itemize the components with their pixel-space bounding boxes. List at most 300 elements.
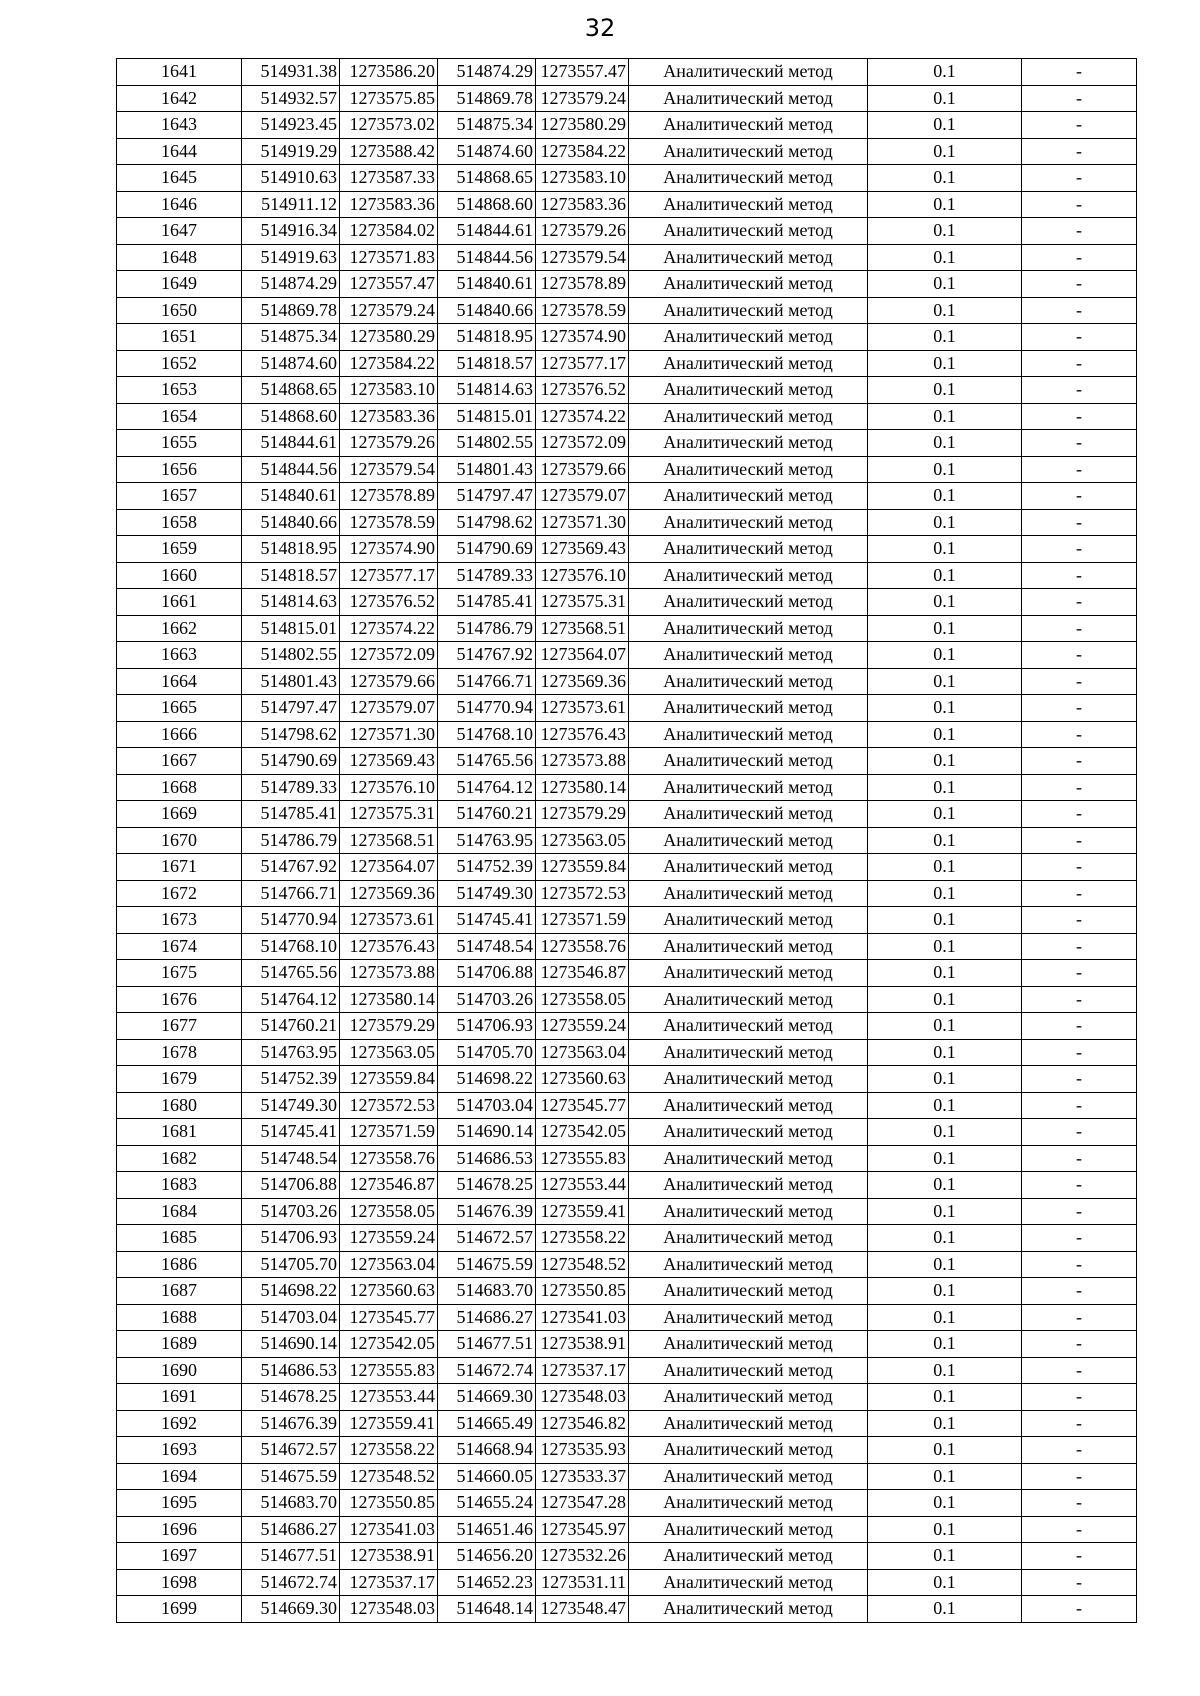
x1-cell: 514923.45 <box>242 112 340 139</box>
point-number-cell: 1660 <box>117 562 242 589</box>
x1-cell: 514745.41 <box>242 1119 340 1146</box>
y2-cell: 1273579.29 <box>536 801 629 828</box>
note-cell: - <box>1022 1437 1137 1464</box>
table-row <box>117 1516 1137 1543</box>
table-row <box>117 1543 1137 1570</box>
accuracy-cell: 0.1 <box>868 615 1022 642</box>
accuracy-cell: 0.1 <box>868 1543 1022 1570</box>
accuracy-cell: 0.1 <box>868 589 1022 616</box>
point-number-cell: 1654 <box>117 403 242 430</box>
y1-cell: 1273573.61 <box>340 907 438 934</box>
x2-cell: 514652.23 <box>438 1569 536 1596</box>
accuracy-cell: 0.1 <box>868 880 1022 907</box>
y1-cell: 1273579.26 <box>340 430 438 457</box>
y2-cell: 1273568.51 <box>536 615 629 642</box>
accuracy-cell: 0.1 <box>868 1278 1022 1305</box>
accuracy-cell: 0.1 <box>868 1119 1022 1146</box>
note-cell: - <box>1022 350 1137 377</box>
point-number-cell: 1699 <box>117 1596 242 1623</box>
point-number-cell: 1670 <box>117 827 242 854</box>
y2-cell: 1273546.87 <box>536 960 629 987</box>
accuracy-cell: 0.1 <box>868 933 1022 960</box>
note-cell: - <box>1022 1331 1137 1358</box>
point-number-cell: 1687 <box>117 1278 242 1305</box>
x1-cell: 514869.78 <box>242 297 340 324</box>
y2-cell: 1273579.66 <box>536 456 629 483</box>
note-cell: - <box>1022 483 1137 510</box>
y1-cell: 1273583.10 <box>340 377 438 404</box>
point-number-cell: 1653 <box>117 377 242 404</box>
accuracy-cell: 0.1 <box>868 191 1022 218</box>
table-row <box>117 1596 1137 1623</box>
x2-cell: 514874.60 <box>438 138 536 165</box>
method-cell: Аналитический метод <box>629 1013 868 1040</box>
accuracy-cell: 0.1 <box>868 801 1022 828</box>
x1-cell: 514686.27 <box>242 1516 340 1543</box>
method-cell: Аналитический метод <box>629 430 868 457</box>
point-number-cell: 1665 <box>117 695 242 722</box>
y2-cell: 1273571.59 <box>536 907 629 934</box>
method-cell: Аналитический метод <box>629 324 868 351</box>
table-row <box>117 1437 1137 1464</box>
x1-cell: 514706.88 <box>242 1172 340 1199</box>
y2-cell: 1273569.36 <box>536 668 629 695</box>
y1-cell: 1273579.07 <box>340 695 438 722</box>
y2-cell: 1273541.03 <box>536 1304 629 1331</box>
point-number-cell: 1677 <box>117 1013 242 1040</box>
note-cell: - <box>1022 1066 1137 1093</box>
point-number-cell: 1673 <box>117 907 242 934</box>
table-row <box>117 138 1137 165</box>
table-row <box>117 1569 1137 1596</box>
point-number-cell: 1683 <box>117 1172 242 1199</box>
accuracy-cell: 0.1 <box>868 1569 1022 1596</box>
x2-cell: 514669.30 <box>438 1384 536 1411</box>
accuracy-cell: 0.1 <box>868 377 1022 404</box>
y1-cell: 1273564.07 <box>340 854 438 881</box>
table-row <box>117 297 1137 324</box>
y2-cell: 1273558.22 <box>536 1225 629 1252</box>
note-cell: - <box>1022 668 1137 695</box>
method-cell: Аналитический метод <box>629 377 868 404</box>
point-number-cell: 1664 <box>117 668 242 695</box>
y1-cell: 1273538.91 <box>340 1543 438 1570</box>
y2-cell: 1273545.77 <box>536 1092 629 1119</box>
x1-cell: 514764.12 <box>242 986 340 1013</box>
x2-cell: 514764.12 <box>438 774 536 801</box>
method-cell: Аналитический метод <box>629 695 868 722</box>
y1-cell: 1273580.29 <box>340 324 438 351</box>
table-row <box>117 1225 1137 1252</box>
y1-cell: 1273571.30 <box>340 721 438 748</box>
x2-cell: 514651.46 <box>438 1516 536 1543</box>
table-row <box>117 907 1137 934</box>
note-cell: - <box>1022 589 1137 616</box>
note-cell: - <box>1022 615 1137 642</box>
table-row <box>117 85 1137 112</box>
x2-cell: 514815.01 <box>438 403 536 430</box>
y1-cell: 1273569.43 <box>340 748 438 775</box>
point-number-cell: 1681 <box>117 1119 242 1146</box>
method-cell: Аналитический метод <box>629 668 868 695</box>
x2-cell: 514874.29 <box>438 59 536 86</box>
x2-cell: 514672.57 <box>438 1225 536 1252</box>
note-cell: - <box>1022 721 1137 748</box>
table-row <box>117 1119 1137 1146</box>
y1-cell: 1273545.77 <box>340 1304 438 1331</box>
method-cell: Аналитический метод <box>629 1251 868 1278</box>
accuracy-cell: 0.1 <box>868 297 1022 324</box>
method-cell: Аналитический метод <box>629 1516 868 1543</box>
y1-cell: 1273579.29 <box>340 1013 438 1040</box>
x1-cell: 514749.30 <box>242 1092 340 1119</box>
table-row <box>117 960 1137 987</box>
method-cell: Аналитический метод <box>629 854 868 881</box>
method-cell: Аналитический метод <box>629 1463 868 1490</box>
y2-cell: 1273578.59 <box>536 297 629 324</box>
y2-cell: 1273535.93 <box>536 1437 629 1464</box>
y2-cell: 1273576.52 <box>536 377 629 404</box>
accuracy-cell: 0.1 <box>868 1463 1022 1490</box>
y2-cell: 1273560.63 <box>536 1066 629 1093</box>
y1-cell: 1273563.05 <box>340 1039 438 1066</box>
method-cell: Аналитический метод <box>629 165 868 192</box>
accuracy-cell: 0.1 <box>868 403 1022 430</box>
method-cell: Аналитический метод <box>629 271 868 298</box>
note-cell: - <box>1022 1410 1137 1437</box>
table-row <box>117 403 1137 430</box>
y1-cell: 1273587.33 <box>340 165 438 192</box>
note-cell: - <box>1022 748 1137 775</box>
note-cell: - <box>1022 456 1137 483</box>
x1-cell: 514678.25 <box>242 1384 340 1411</box>
x1-cell: 514677.51 <box>242 1543 340 1570</box>
table-row <box>117 1198 1137 1225</box>
point-number-cell: 1675 <box>117 960 242 987</box>
x1-cell: 514675.59 <box>242 1463 340 1490</box>
y2-cell: 1273576.43 <box>536 721 629 748</box>
coordinates-table <box>116 58 1137 1623</box>
point-number-cell: 1655 <box>117 430 242 457</box>
point-number-cell: 1667 <box>117 748 242 775</box>
table-row <box>117 218 1137 245</box>
point-number-cell: 1669 <box>117 801 242 828</box>
x1-cell: 514790.69 <box>242 748 340 775</box>
point-number-cell: 1661 <box>117 589 242 616</box>
y1-cell: 1273584.22 <box>340 350 438 377</box>
x2-cell: 514840.66 <box>438 297 536 324</box>
x1-cell: 514767.92 <box>242 854 340 881</box>
x1-cell: 514911.12 <box>242 191 340 218</box>
note-cell: - <box>1022 1357 1137 1384</box>
x1-cell: 514868.65 <box>242 377 340 404</box>
point-number-cell: 1657 <box>117 483 242 510</box>
method-cell: Аналитический метод <box>629 456 868 483</box>
x1-cell: 514705.70 <box>242 1251 340 1278</box>
x1-cell: 514874.60 <box>242 350 340 377</box>
y1-cell: 1273571.83 <box>340 244 438 271</box>
y1-cell: 1273548.52 <box>340 1463 438 1490</box>
x1-cell: 514874.29 <box>242 271 340 298</box>
y1-cell: 1273580.14 <box>340 986 438 1013</box>
x1-cell: 514797.47 <box>242 695 340 722</box>
method-cell: Аналитический метод <box>629 483 868 510</box>
point-number-cell: 1647 <box>117 218 242 245</box>
point-number-cell: 1641 <box>117 59 242 86</box>
table-row <box>117 1304 1137 1331</box>
point-number-cell: 1691 <box>117 1384 242 1411</box>
table-row <box>117 1251 1137 1278</box>
y1-cell: 1273574.90 <box>340 536 438 563</box>
y2-cell: 1273572.09 <box>536 430 629 457</box>
method-cell: Аналитический метод <box>629 1569 868 1596</box>
y1-cell: 1273550.85 <box>340 1490 438 1517</box>
accuracy-cell: 0.1 <box>868 986 1022 1013</box>
note-cell: - <box>1022 827 1137 854</box>
x1-cell: 514786.79 <box>242 827 340 854</box>
y1-cell: 1273573.02 <box>340 112 438 139</box>
y2-cell: 1273574.90 <box>536 324 629 351</box>
y2-cell: 1273531.11 <box>536 1569 629 1596</box>
accuracy-cell: 0.1 <box>868 1516 1022 1543</box>
y1-cell: 1273563.04 <box>340 1251 438 1278</box>
accuracy-cell: 0.1 <box>868 1357 1022 1384</box>
method-cell: Аналитический метод <box>629 218 868 245</box>
method-cell: Аналитический метод <box>629 138 868 165</box>
x1-cell: 514789.33 <box>242 774 340 801</box>
note-cell: - <box>1022 1569 1137 1596</box>
point-number-cell: 1671 <box>117 854 242 881</box>
method-cell: Аналитический метод <box>629 1543 868 1570</box>
accuracy-cell: 0.1 <box>868 324 1022 351</box>
point-number-cell: 1666 <box>117 721 242 748</box>
method-cell: Аналитический метод <box>629 1357 868 1384</box>
table-row <box>117 377 1137 404</box>
y1-cell: 1273588.42 <box>340 138 438 165</box>
method-cell: Аналитический метод <box>629 960 868 987</box>
note-cell: - <box>1022 854 1137 881</box>
y1-cell: 1273558.76 <box>340 1145 438 1172</box>
note-cell: - <box>1022 907 1137 934</box>
point-number-cell: 1656 <box>117 456 242 483</box>
table-row <box>117 695 1137 722</box>
table-row <box>117 536 1137 563</box>
x2-cell: 514660.05 <box>438 1463 536 1490</box>
x2-cell: 514686.27 <box>438 1304 536 1331</box>
x2-cell: 514818.57 <box>438 350 536 377</box>
y1-cell: 1273586.20 <box>340 59 438 86</box>
accuracy-cell: 0.1 <box>868 668 1022 695</box>
point-number-cell: 1682 <box>117 1145 242 1172</box>
method-cell: Аналитический метод <box>629 403 868 430</box>
point-number-cell: 1678 <box>117 1039 242 1066</box>
accuracy-cell: 0.1 <box>868 430 1022 457</box>
x1-cell: 514916.34 <box>242 218 340 245</box>
x1-cell: 514840.66 <box>242 509 340 536</box>
note-cell: - <box>1022 1225 1137 1252</box>
x1-cell: 514919.63 <box>242 244 340 271</box>
x1-cell: 514818.95 <box>242 536 340 563</box>
y1-cell: 1273537.17 <box>340 1569 438 1596</box>
x1-cell: 514931.38 <box>242 59 340 86</box>
y2-cell: 1273548.52 <box>536 1251 629 1278</box>
x2-cell: 514790.69 <box>438 536 536 563</box>
y2-cell: 1273548.47 <box>536 1596 629 1623</box>
y1-cell: 1273559.41 <box>340 1410 438 1437</box>
y2-cell: 1273572.53 <box>536 880 629 907</box>
point-number-cell: 1649 <box>117 271 242 298</box>
method-cell: Аналитический метод <box>629 1331 868 1358</box>
method-cell: Аналитический метод <box>629 562 868 589</box>
y2-cell: 1273584.22 <box>536 138 629 165</box>
table-row <box>117 112 1137 139</box>
method-cell: Аналитический метод <box>629 801 868 828</box>
method-cell: Аналитический метод <box>629 244 868 271</box>
point-number-cell: 1662 <box>117 615 242 642</box>
accuracy-cell: 0.1 <box>868 1596 1022 1623</box>
y1-cell: 1273560.63 <box>340 1278 438 1305</box>
x2-cell: 514770.94 <box>438 695 536 722</box>
method-cell: Аналитический метод <box>629 1410 868 1437</box>
y2-cell: 1273569.43 <box>536 536 629 563</box>
note-cell: - <box>1022 430 1137 457</box>
x2-cell: 514675.59 <box>438 1251 536 1278</box>
x1-cell: 514703.04 <box>242 1304 340 1331</box>
accuracy-cell: 0.1 <box>868 827 1022 854</box>
accuracy-cell: 0.1 <box>868 1092 1022 1119</box>
method-cell: Аналитический метод <box>629 1172 868 1199</box>
method-cell: Аналитический метод <box>629 297 868 324</box>
x2-cell: 514818.95 <box>438 324 536 351</box>
x1-cell: 514801.43 <box>242 668 340 695</box>
x1-cell: 514919.29 <box>242 138 340 165</box>
note-cell: - <box>1022 85 1137 112</box>
accuracy-cell: 0.1 <box>868 1172 1022 1199</box>
x2-cell: 514703.26 <box>438 986 536 1013</box>
y1-cell: 1273555.83 <box>340 1357 438 1384</box>
method-cell: Аналитический метод <box>629 1225 868 1252</box>
y1-cell: 1273558.05 <box>340 1198 438 1225</box>
table-row <box>117 721 1137 748</box>
method-cell: Аналитический метод <box>629 1145 868 1172</box>
table-row <box>117 668 1137 695</box>
accuracy-cell: 0.1 <box>868 1225 1022 1252</box>
note-cell: - <box>1022 642 1137 669</box>
x1-cell: 514844.61 <box>242 430 340 457</box>
table-row <box>117 854 1137 881</box>
y1-cell: 1273579.24 <box>340 297 438 324</box>
point-number-cell: 1688 <box>117 1304 242 1331</box>
point-number-cell: 1643 <box>117 112 242 139</box>
note-cell: - <box>1022 1596 1137 1623</box>
x2-cell: 514814.63 <box>438 377 536 404</box>
y1-cell: 1273575.31 <box>340 801 438 828</box>
table-row <box>117 1066 1137 1093</box>
method-cell: Аналитический метод <box>629 642 868 669</box>
y2-cell: 1273564.07 <box>536 642 629 669</box>
point-number-cell: 1644 <box>117 138 242 165</box>
note-cell: - <box>1022 509 1137 536</box>
note-cell: - <box>1022 1304 1137 1331</box>
x2-cell: 514748.54 <box>438 933 536 960</box>
accuracy-cell: 0.1 <box>868 1198 1022 1225</box>
method-cell: Аналитический метод <box>629 1596 868 1623</box>
table-row <box>117 880 1137 907</box>
y1-cell: 1273569.36 <box>340 880 438 907</box>
accuracy-cell: 0.1 <box>868 1410 1022 1437</box>
table-row <box>117 827 1137 854</box>
note-cell: - <box>1022 986 1137 1013</box>
x2-cell: 514698.22 <box>438 1066 536 1093</box>
note-cell: - <box>1022 1278 1137 1305</box>
accuracy-cell: 0.1 <box>868 483 1022 510</box>
point-number-cell: 1686 <box>117 1251 242 1278</box>
y2-cell: 1273577.17 <box>536 350 629 377</box>
accuracy-cell: 0.1 <box>868 1331 1022 1358</box>
point-number-cell: 1690 <box>117 1357 242 1384</box>
table-row <box>117 324 1137 351</box>
page-number: 32 <box>584 14 616 42</box>
x1-cell: 514672.74 <box>242 1569 340 1596</box>
x1-cell: 514703.26 <box>242 1198 340 1225</box>
note-cell: - <box>1022 1119 1137 1146</box>
point-number-cell: 1684 <box>117 1198 242 1225</box>
table-row <box>117 456 1137 483</box>
y1-cell: 1273572.53 <box>340 1092 438 1119</box>
y1-cell: 1273579.54 <box>340 456 438 483</box>
method-cell: Аналитический метод <box>629 1066 868 1093</box>
point-number-cell: 1663 <box>117 642 242 669</box>
y1-cell: 1273584.02 <box>340 218 438 245</box>
point-number-cell: 1693 <box>117 1437 242 1464</box>
y2-cell: 1273579.54 <box>536 244 629 271</box>
x1-cell: 514676.39 <box>242 1410 340 1437</box>
x2-cell: 514752.39 <box>438 854 536 881</box>
note-cell: - <box>1022 403 1137 430</box>
y2-cell: 1273548.03 <box>536 1384 629 1411</box>
accuracy-cell: 0.1 <box>868 350 1022 377</box>
x1-cell: 514932.57 <box>242 85 340 112</box>
x2-cell: 514789.33 <box>438 562 536 589</box>
x2-cell: 514869.78 <box>438 85 536 112</box>
y1-cell: 1273574.22 <box>340 615 438 642</box>
table-row <box>117 1357 1137 1384</box>
table-body <box>117 59 1137 1623</box>
y1-cell: 1273576.10 <box>340 774 438 801</box>
point-number-cell: 1676 <box>117 986 242 1013</box>
table-row <box>117 1384 1137 1411</box>
note-cell: - <box>1022 1198 1137 1225</box>
y1-cell: 1273583.36 <box>340 403 438 430</box>
accuracy-cell: 0.1 <box>868 1437 1022 1464</box>
note-cell: - <box>1022 1013 1137 1040</box>
method-cell: Аналитический метод <box>629 1039 868 1066</box>
point-number-cell: 1645 <box>117 165 242 192</box>
accuracy-cell: 0.1 <box>868 456 1022 483</box>
x2-cell: 514767.92 <box>438 642 536 669</box>
method-cell: Аналитический метод <box>629 589 868 616</box>
method-cell: Аналитический метод <box>629 986 868 1013</box>
table-row <box>117 986 1137 1013</box>
x2-cell: 514875.34 <box>438 112 536 139</box>
point-number-cell: 1696 <box>117 1516 242 1543</box>
point-number-cell: 1672 <box>117 880 242 907</box>
point-number-cell: 1651 <box>117 324 242 351</box>
table-row <box>117 1490 1137 1517</box>
table-row <box>117 165 1137 192</box>
method-cell: Аналитический метод <box>629 536 868 563</box>
x2-cell: 514840.61 <box>438 271 536 298</box>
